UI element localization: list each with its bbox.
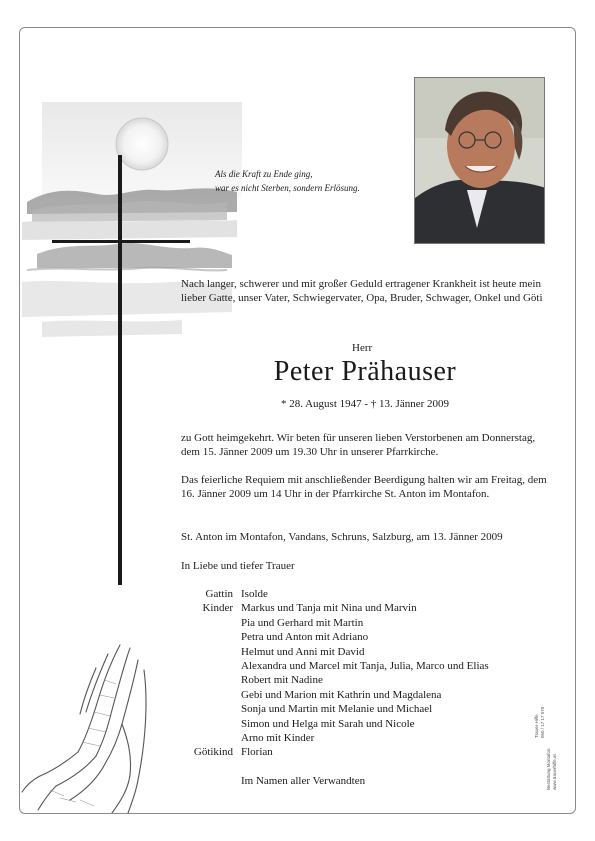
family-row [160, 630, 540, 644]
family-row [160, 616, 540, 630]
family-names: Robert mit Nadine [241, 674, 323, 687]
closing-line: Im Namen aller Verwandten [241, 775, 366, 787]
family-names: Gebi und Marion mit Kathrin und Magdalena [241, 688, 442, 701]
portrait-photo [414, 77, 545, 244]
family-role [160, 731, 241, 745]
family-names: Pia und Gerhard mit Martin [241, 616, 364, 629]
imprint [532, 700, 558, 792]
imprint-line-4: www.trauerhilfe.at [552, 754, 557, 790]
family-names: Markus und Tanja mit Nina und Marvin [241, 602, 417, 615]
cross-vertical-bar [118, 155, 122, 585]
family-names: Petra und Anton mit Adriano [241, 631, 369, 644]
family-role [160, 688, 241, 702]
family-row [160, 601, 540, 615]
imprint-line-3: Bestattung Montafon [546, 748, 551, 790]
family-role: Kinder [202, 602, 233, 615]
portrait-image [415, 78, 545, 244]
family-role [160, 673, 241, 687]
family-role [160, 702, 241, 716]
intro-paragraph: Nach langer, schwerer und mit großer Geduld ertragener Krankheit ist heute mein lieber Gatte, unser Vater, Schwiegervater, Opa, Bruder, Schwager, Onkel und Göti [181, 278, 543, 305]
family-names: Isolde [241, 588, 268, 600]
imprint-line-1: Trauer-Hilfe [534, 714, 539, 738]
family-role [160, 645, 241, 659]
family-names: Helmut und Anni mit David [241, 645, 365, 658]
family-names: Alexandra und Marcel mit Tanja, Julia, Marco und Elias [241, 660, 489, 673]
family-role [160, 616, 241, 630]
family-role: Götikind [193, 746, 233, 759]
family-names: Arno mit Kinder [241, 732, 315, 745]
place-date-line: St. Anton im Montafon, Vandans, Schruns, Salzburg, am 13. Jänner 2009 [181, 531, 503, 543]
poem [215, 167, 360, 195]
requiem-paragraph: Das feierliche Requiem mit anschließender Beerdigung halten wir am Freitag, dem 16. Jänner 2009 um 14 Uhr in der Pfarrkirche St. Anton im Montafon. [181, 474, 547, 501]
family-row [160, 673, 540, 687]
life-dates: * 28. August 1947 - † 13. Jänner 2009 [280, 398, 450, 410]
poem-line-2: war es nicht Sterben, sondern Erlösung. [215, 183, 360, 193]
mourning-line: In Liebe und tiefer Trauer [181, 560, 295, 572]
family-list [160, 587, 540, 760]
family-names: Simon und Helga mit Sarah und Nicole [241, 717, 415, 730]
family-row [160, 717, 540, 731]
family-names: Florian [241, 746, 273, 759]
family-row [160, 688, 540, 702]
family-role [160, 630, 241, 644]
family-role: Gattin [205, 588, 233, 600]
family-row [160, 702, 540, 716]
family-row [160, 731, 540, 745]
family-row [160, 659, 540, 673]
family-row [160, 645, 540, 659]
cross-horizontal-bar [52, 240, 190, 243]
family-names: Sonja und Martin mit Melanie und Michael [241, 703, 433, 716]
family-row [160, 745, 540, 759]
prayer-paragraph: zu Gott heimgekehrt. Wir beten für unseren lieben Verstorbenen am Donnerstag, dem 15. Jänner 2009 um 19.30 Uhr in unserer Pfarrkirche. [181, 432, 536, 459]
family-role [160, 717, 241, 731]
landscape-illustration [22, 72, 284, 362]
family-row [160, 587, 540, 601]
deceased-name: Peter Prähauser [273, 356, 457, 387]
praying-hands-icon [20, 640, 152, 813]
family-role [160, 659, 241, 673]
imprint-line-2: 050 / 17 17 070 [540, 706, 545, 738]
salutation: Herr [352, 342, 373, 354]
poem-line-1: Als die Kraft zu Ende ging, [215, 169, 313, 179]
